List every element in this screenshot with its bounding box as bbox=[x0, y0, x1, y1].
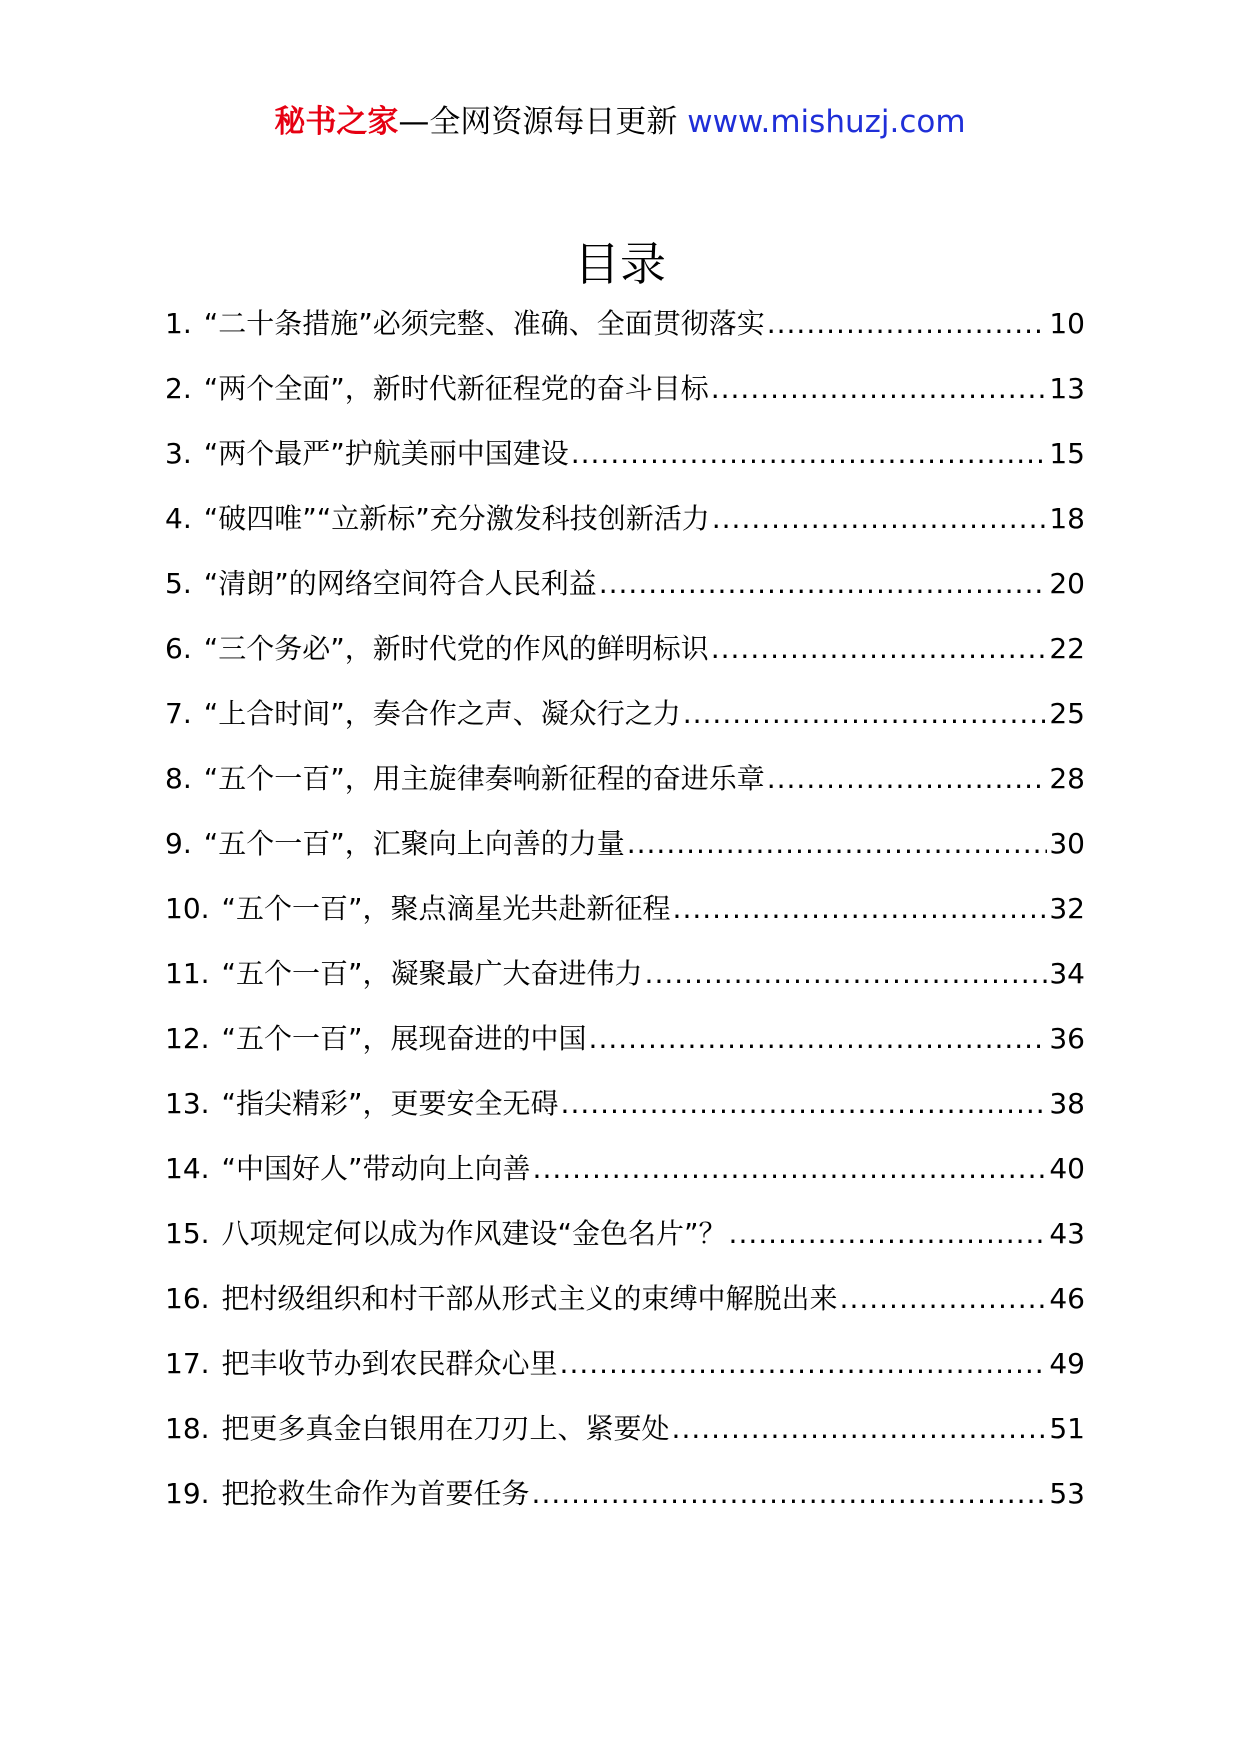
toc-dot-leader bbox=[533, 1149, 1048, 1189]
toc-entry-number: 6. bbox=[165, 632, 192, 665]
toc-entry[interactable] bbox=[165, 434, 1085, 499]
toc-entry-title: “五个一百”，聚点滴星光共赴新征程 bbox=[221, 892, 671, 925]
toc-page-number: 40 bbox=[1049, 1152, 1085, 1185]
toc-dot-leader bbox=[599, 564, 1048, 604]
toc-entry-number: 15. bbox=[165, 1217, 210, 1250]
toc-entry-title: “清朗”的网络空间符合人民利益 bbox=[203, 567, 597, 600]
toc-entry-title: “五个一百”，汇聚向上向善的力量 bbox=[203, 827, 625, 860]
toc-entry[interactable] bbox=[165, 499, 1085, 564]
toc-entry-title: “三个务必”，新时代党的作风的鲜明标识 bbox=[203, 632, 709, 665]
toc-entry[interactable] bbox=[165, 564, 1085, 629]
toc-entry-number: 8. bbox=[165, 762, 192, 795]
toc-page-number: 43 bbox=[1049, 1217, 1085, 1250]
toc-page-number: 15 bbox=[1049, 437, 1085, 470]
toc-page-number: 49 bbox=[1049, 1347, 1085, 1380]
toc-entry[interactable] bbox=[165, 759, 1085, 824]
toc-entry[interactable] bbox=[165, 369, 1085, 434]
toc-entry-number: 16. bbox=[165, 1282, 210, 1315]
toc-dot-leader bbox=[627, 824, 1048, 864]
toc-page-number: 32 bbox=[1049, 892, 1085, 925]
toc-entry-title: “五个一百”，用主旋律奏响新征程的奋进乐章 bbox=[203, 762, 765, 795]
toc-dot-leader bbox=[683, 694, 1048, 734]
toc-entry[interactable] bbox=[165, 694, 1085, 759]
toc-entry-number: 19. bbox=[165, 1477, 210, 1510]
toc-entry-title: “五个一百”，展现奋进的中国 bbox=[221, 1022, 587, 1055]
toc-entry[interactable] bbox=[165, 304, 1085, 369]
toc-entry-title: “中国好人”带动向上向善 bbox=[221, 1152, 531, 1185]
toc-dot-leader bbox=[711, 629, 1048, 669]
toc-entry-title: “五个一百”，凝聚最广大奋进伟力 bbox=[221, 957, 643, 990]
toc-dot-leader bbox=[729, 1214, 1048, 1254]
toc-entry-number: 9. bbox=[165, 827, 192, 860]
toc-dot-leader bbox=[712, 499, 1048, 539]
toc-entry[interactable] bbox=[165, 1149, 1085, 1214]
toc-entry[interactable] bbox=[165, 1474, 1085, 1539]
toc-entry-number: 13. bbox=[165, 1087, 210, 1120]
toc-entry-number: 2. bbox=[165, 372, 192, 405]
toc-entry-number: 5. bbox=[165, 567, 192, 600]
toc-dot-leader bbox=[571, 434, 1048, 474]
toc-entry-number: 10. bbox=[165, 892, 210, 925]
toc-page-number: 18 bbox=[1049, 502, 1085, 535]
toc-dot-leader bbox=[767, 759, 1048, 799]
toc-entry-number: 12. bbox=[165, 1022, 210, 1055]
table-of-contents bbox=[165, 304, 1085, 1539]
toc-entry[interactable] bbox=[165, 1409, 1085, 1474]
toc-page-number: 13 bbox=[1049, 372, 1085, 405]
toc-page-number: 10 bbox=[1049, 307, 1085, 340]
toc-entry-number: 11. bbox=[165, 957, 210, 990]
toc-entry-title: “上合时间”，奏合作之声、凝众行之力 bbox=[203, 697, 681, 730]
toc-dot-leader bbox=[673, 889, 1048, 929]
toc-page-number: 28 bbox=[1049, 762, 1085, 795]
toc-page-number: 20 bbox=[1049, 567, 1085, 600]
toc-entry-title: 把丰收节办到农民群众心里 bbox=[221, 1347, 558, 1380]
toc-entry[interactable] bbox=[165, 1084, 1085, 1149]
site-url-link[interactable]: www.mishuzj.com bbox=[687, 104, 966, 140]
toc-entry-number: 4. bbox=[165, 502, 192, 535]
toc-page-number: 25 bbox=[1049, 697, 1085, 730]
toc-page-number: 38 bbox=[1049, 1087, 1085, 1120]
toc-entry-title: “指尖精彩”，更要安全无碍 bbox=[221, 1087, 559, 1120]
page-title: 目录 bbox=[574, 237, 666, 291]
toc-page-number: 30 bbox=[1049, 827, 1085, 860]
toc-dot-leader bbox=[561, 1084, 1048, 1124]
toc-entry-title: “两个全面”，新时代新征程党的奋斗目标 bbox=[203, 372, 709, 405]
toc-dot-leader bbox=[589, 1019, 1048, 1059]
toc-entry[interactable] bbox=[165, 824, 1085, 889]
toc-dot-leader bbox=[532, 1474, 1048, 1514]
toc-entry-number: 7. bbox=[165, 697, 192, 730]
toc-entry[interactable] bbox=[165, 889, 1085, 954]
toc-page-number: 22 bbox=[1049, 632, 1085, 665]
toc-entry-number: 17. bbox=[165, 1347, 210, 1380]
toc-page-number: 51 bbox=[1049, 1412, 1085, 1445]
toc-entry[interactable] bbox=[165, 1279, 1085, 1344]
toc-entry-title: “二十条措施”必须完整、准确、全面贯彻落实 bbox=[203, 307, 765, 340]
header-slogan: —全网资源每日更新 bbox=[398, 104, 688, 140]
toc-entry[interactable] bbox=[165, 1344, 1085, 1409]
toc-entry-title: “破四唯”“立新标”充分激发科技创新活力 bbox=[203, 502, 710, 535]
toc-dot-leader bbox=[672, 1409, 1048, 1449]
toc-page-number: 53 bbox=[1049, 1477, 1085, 1510]
toc-page-number: 36 bbox=[1049, 1022, 1085, 1055]
toc-entry[interactable] bbox=[165, 1019, 1085, 1084]
brand-name: 秘书之家 bbox=[274, 104, 399, 140]
toc-dot-leader bbox=[767, 304, 1048, 344]
toc-entry[interactable] bbox=[165, 1214, 1085, 1279]
toc-entry-number: 1. bbox=[165, 307, 192, 340]
toc-entry-number: 3. bbox=[165, 437, 192, 470]
toc-entry-number: 14. bbox=[165, 1152, 210, 1185]
toc-dot-leader bbox=[840, 1279, 1048, 1319]
toc-entry-title: 八项规定何以成为作风建设“金色名片”？ bbox=[221, 1217, 727, 1250]
toc-entry-title: “两个最严”护航美丽中国建设 bbox=[203, 437, 569, 470]
toc-entry-title: 把村级组织和村干部从形式主义的束缚中解脱出来 bbox=[221, 1282, 838, 1315]
toc-entry-number: 18. bbox=[165, 1412, 210, 1445]
toc-page-number: 46 bbox=[1049, 1282, 1085, 1315]
toc-entry[interactable] bbox=[165, 954, 1085, 1019]
toc-dot-leader bbox=[645, 954, 1048, 994]
toc-dot-leader bbox=[711, 369, 1048, 409]
toc-entry-title: 把抢救生命作为首要任务 bbox=[221, 1477, 530, 1510]
toc-page-number: 34 bbox=[1049, 957, 1085, 990]
toc-dot-leader bbox=[560, 1344, 1048, 1384]
toc-entry-title: 把更多真金白银用在刀刃上、紧要处 bbox=[221, 1412, 670, 1445]
toc-entry[interactable] bbox=[165, 629, 1085, 694]
site-header bbox=[0, 100, 1240, 144]
